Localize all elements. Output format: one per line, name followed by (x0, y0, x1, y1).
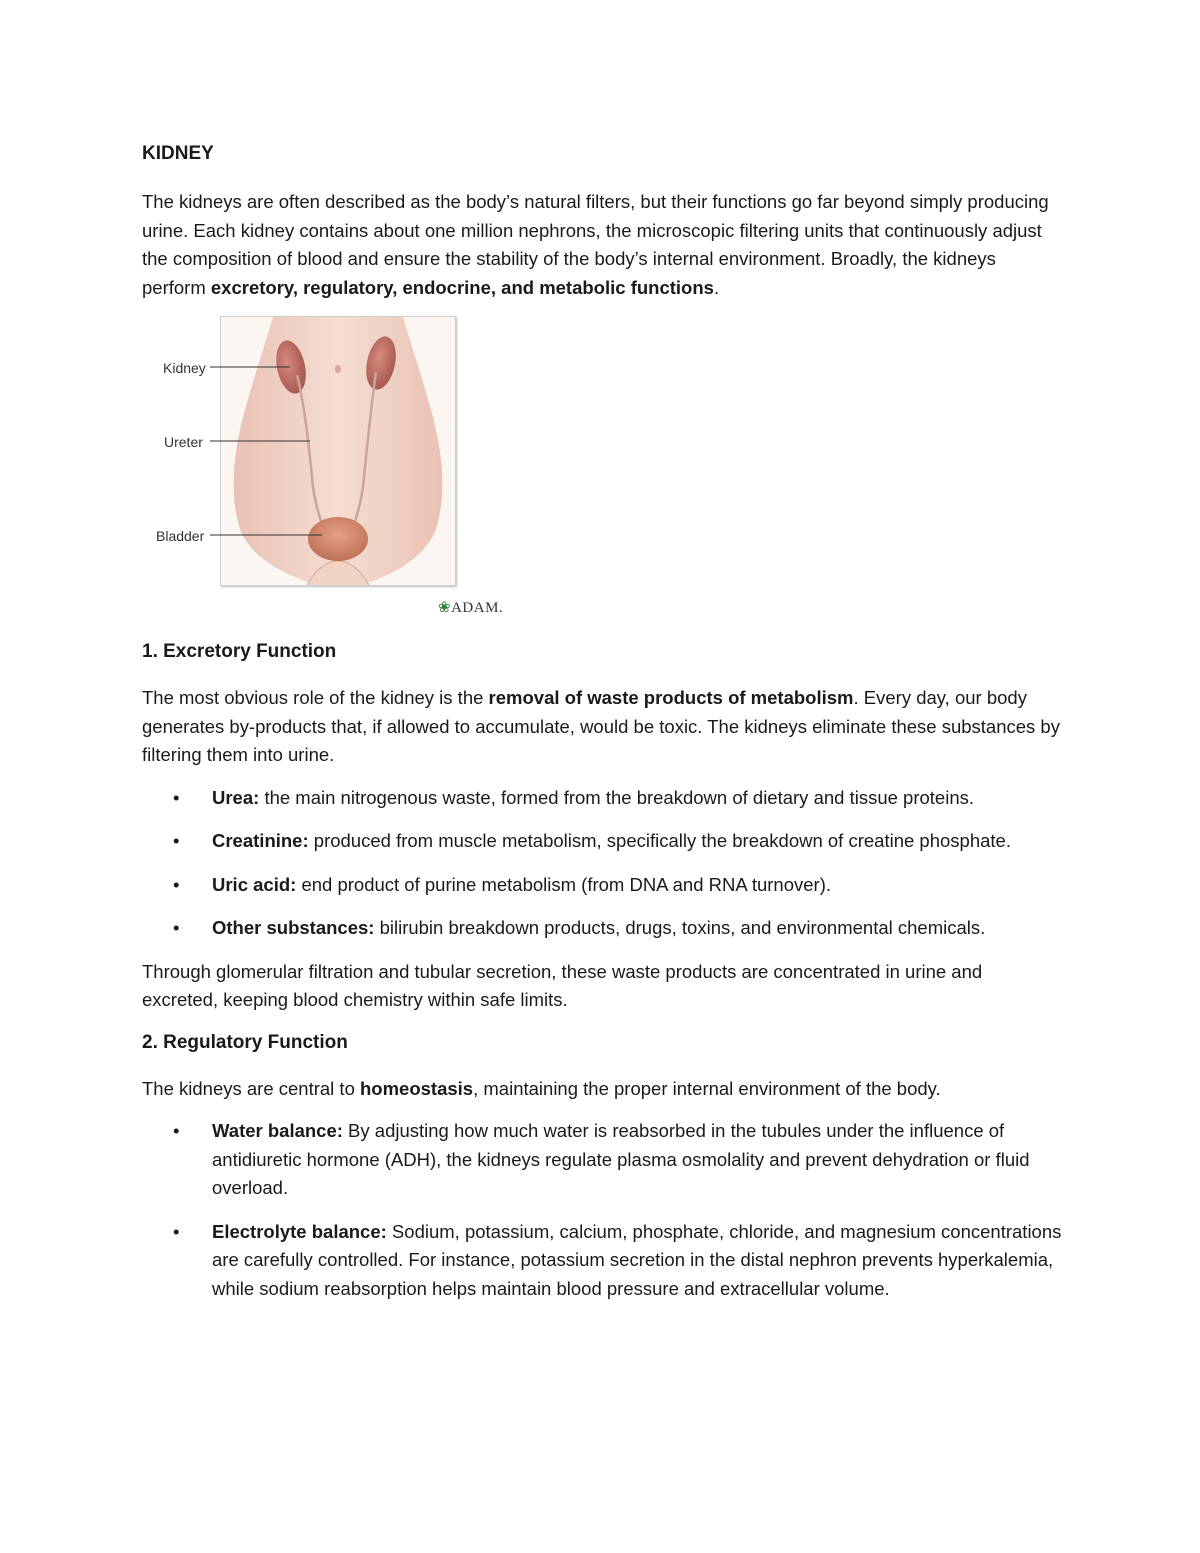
list-item (142, 827, 1062, 856)
adam-credit-text: ADAM. (451, 600, 504, 616)
section1-paragraph2: Through glomerular filtration and tubular secretion, these waste products are concentrated in urine and excreted, keeping blood chemistry within safe limits. (142, 960, 983, 1010)
section2-para1-post: , maintaining the proper internal environment of the body. (473, 1077, 941, 1099)
intro-paragraph (142, 188, 1062, 302)
bullet-icon: • (173, 786, 180, 808)
bladder-leader-line (210, 534, 322, 536)
urinary-system-figure (142, 316, 522, 616)
bullet-term: Uric acid: (212, 873, 297, 895)
label-ureter: Ureter (164, 434, 203, 450)
excretory-substances-list (142, 784, 1062, 943)
section2-paragraph1 (142, 1075, 1062, 1104)
bullet-term: Urea: (212, 786, 260, 808)
label-bladder: Bladder (156, 528, 205, 544)
bullet-text: end product of purine metabolism (from DNA and RNA turnover). (296, 873, 831, 895)
list-item (142, 784, 1062, 813)
bladder-shape (308, 517, 368, 561)
list-item (142, 1218, 1062, 1304)
adam-credit-logo (438, 594, 503, 623)
bullet-term: Other substances: (212, 917, 375, 938)
torso-drawing (221, 317, 455, 585)
intro-text: The kidneys are often described as the body’s natural filters, but their functions go far beyond simply producing urine. Each kidney contains about one million nephrons, the microscopic filtering units that continuously adjust the composition of blood and ensure the stability of the body’s internal environment. Broadly, the kidneys perform (142, 191, 1049, 298)
bullet-text: bilirubin breakdown products, drugs, toxins, and environmental chemicals. (374, 917, 986, 938)
bullet-text: Sodium, potassium, calcium, phosphate, chloride, and magnesium concentrations are carefully controlled. For instance, potassium secretion in the distal nephron prevents hyperkalemia, while sodium reabsorption helps maintain blood pressure and extracellular volume. (212, 1220, 1062, 1299)
section1-para1-post: . Every day, our body generates by-products that, if allowed to accumulate, would be toxic. The kidneys eliminate these substances by filtering them into urine. (142, 687, 1060, 765)
list-item (142, 914, 1062, 943)
leaf-icon: ❀ (438, 600, 452, 616)
section1-heading: 1. Excretory Function (142, 641, 337, 662)
intro-bold-text: excretory, regulatory, endocrine, and metabolic functions (210, 276, 714, 298)
document-title: KIDNEY (142, 143, 214, 164)
list-item (142, 1117, 1062, 1203)
section1-para1-bold: removal of waste products of metabolism (488, 687, 854, 708)
section2-para1-pre: The kidneys are central to (142, 1077, 360, 1099)
anatomy-illustration (220, 316, 456, 586)
bullet-icon: • (173, 1120, 180, 1141)
section2-heading: 2. Regulatory Function (142, 1031, 348, 1053)
section1-para1-pre: The most obvious role of the kidney is the (142, 687, 489, 708)
bullet-icon: • (173, 1220, 180, 1242)
bullet-term: Electrolyte balance: (212, 1220, 387, 1242)
list-item (142, 871, 1062, 900)
bullet-icon: • (173, 917, 180, 938)
bullet-text: produced from muscle metabolism, specifically the breakdown of creatine phosphate. (308, 830, 1011, 851)
bullet-text: the main nitrogenous waste, formed from the breakdown of dietary and tissue proteins. (259, 786, 975, 808)
bullet-text: By adjusting how much water is reabsorbed in the tubules under the influence of antidiuretic hormone (ADH), the kidneys regulate plasma osmolality and prevent dehydration or fluid overload. (212, 1120, 1030, 1198)
label-kidney: Kidney (163, 360, 206, 376)
kidney-leader-line (210, 366, 290, 368)
section1-paragraph1 (142, 684, 1062, 770)
ureter-leader-line (210, 440, 310, 442)
bullet-icon: • (173, 830, 180, 851)
intro-end: . (713, 276, 720, 298)
section2-para1-bold: homeostasis (360, 1077, 474, 1099)
bullet-term: Creatinine: (212, 830, 309, 851)
document-page (142, 140, 1062, 1318)
regulatory-functions-list (142, 1117, 1062, 1303)
bullet-term: Water balance: (212, 1120, 343, 1141)
bullet-icon: • (173, 873, 180, 895)
